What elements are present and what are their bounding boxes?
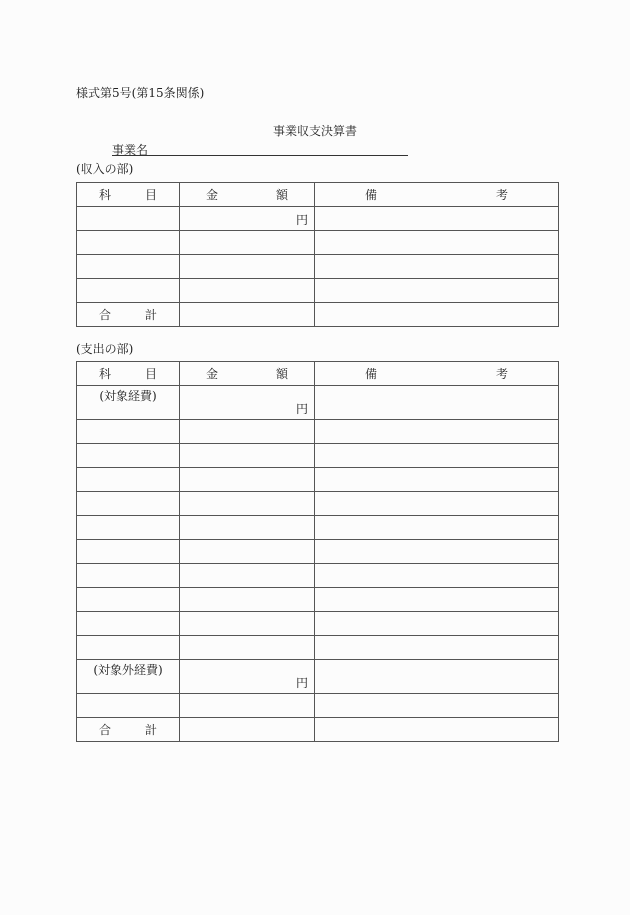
yen-unit: 円 [295, 402, 308, 416]
income-table [76, 182, 559, 327]
income-item-cell[interactable] [77, 207, 180, 231]
income-row [77, 207, 559, 231]
income-header-row [77, 183, 559, 207]
income-row [77, 255, 559, 279]
income-row [77, 231, 559, 255]
income-total-label: 合 計 [77, 303, 180, 327]
expense-note-cell[interactable] [315, 694, 559, 718]
expense-item-cell[interactable] [77, 444, 180, 468]
expense-amount-cell[interactable] [180, 612, 315, 636]
expense-note-cell[interactable] [315, 564, 559, 588]
income-note-cell[interactable] [315, 231, 559, 255]
expense-note-cell[interactable] [315, 468, 559, 492]
expense-amount-cell[interactable] [180, 540, 315, 564]
expense-item-cell[interactable] [77, 694, 180, 718]
income-amount-cell[interactable] [180, 207, 315, 231]
expense-total-row [77, 718, 559, 742]
expense-total-label: 合 計 [77, 718, 180, 742]
expense-row [77, 636, 559, 660]
expense-section-label: (支出の部) [76, 342, 134, 356]
expense-header-row [77, 362, 559, 386]
project-name-field[interactable] [112, 141, 408, 156]
expense-amount-cell[interactable] [180, 660, 315, 694]
income-section-label: (収入の部) [76, 162, 134, 176]
header-item: 科 目 [77, 362, 180, 386]
expense-note-cell[interactable] [315, 444, 559, 468]
income-note-cell[interactable] [315, 279, 559, 303]
yen-unit: 円 [295, 676, 308, 690]
expense-table [76, 361, 559, 742]
expense-row [77, 540, 559, 564]
income-note-cell[interactable] [315, 207, 559, 231]
expense-note-cell[interactable] [315, 386, 559, 420]
expense-amount-cell[interactable] [180, 468, 315, 492]
expense-item-cell[interactable] [77, 636, 180, 660]
income-total-row [77, 303, 559, 327]
income-row [77, 279, 559, 303]
expense-row [77, 516, 559, 540]
expense-row [77, 694, 559, 718]
expense-amount-cell[interactable] [180, 588, 315, 612]
eligible-expense-label: (対象経費) [99, 389, 157, 403]
header-amount: 金 額 [180, 183, 315, 207]
expense-amount-cell[interactable] [180, 694, 315, 718]
income-amount-cell[interactable] [180, 231, 315, 255]
header-item: 科 目 [77, 183, 180, 207]
header-note: 備 考 [315, 183, 559, 207]
expense-note-cell[interactable] [315, 492, 559, 516]
expense-note-cell[interactable] [315, 660, 559, 694]
expense-total-note[interactable] [315, 718, 559, 742]
income-amount-cell[interactable] [180, 279, 315, 303]
expense-amount-cell[interactable] [180, 386, 315, 420]
ineligible-expense-label-cell[interactable] [77, 660, 180, 694]
ineligible-expense-row [77, 660, 559, 694]
expense-row [77, 564, 559, 588]
eligible-expense-row [77, 386, 559, 420]
expense-amount-cell[interactable] [180, 444, 315, 468]
income-note-cell[interactable] [315, 255, 559, 279]
form-number: 様式第5号(第15条関係) [76, 86, 205, 100]
expense-amount-cell[interactable] [180, 636, 315, 660]
expense-amount-cell[interactable] [180, 492, 315, 516]
expense-item-cell[interactable] [77, 588, 180, 612]
expense-note-cell[interactable] [315, 540, 559, 564]
income-item-cell[interactable] [77, 231, 180, 255]
expense-row [77, 492, 559, 516]
expense-item-cell[interactable] [77, 516, 180, 540]
expense-note-cell[interactable] [315, 420, 559, 444]
income-item-cell[interactable] [77, 255, 180, 279]
expense-row [77, 468, 559, 492]
income-item-cell[interactable] [77, 279, 180, 303]
expense-item-cell[interactable] [77, 564, 180, 588]
income-total-amount[interactable] [180, 303, 315, 327]
ineligible-expense-label: (対象外経費) [93, 663, 163, 677]
expense-row [77, 444, 559, 468]
expense-row [77, 420, 559, 444]
expense-item-cell[interactable] [77, 492, 180, 516]
expense-amount-cell[interactable] [180, 516, 315, 540]
header-amount: 金 額 [180, 362, 315, 386]
expense-item-cell[interactable] [77, 468, 180, 492]
expense-amount-cell[interactable] [180, 564, 315, 588]
expense-note-cell[interactable] [315, 636, 559, 660]
expense-amount-cell[interactable] [180, 420, 315, 444]
project-name-label: 事業名 [112, 143, 149, 157]
expense-row [77, 588, 559, 612]
header-note: 備 考 [315, 362, 559, 386]
income-amount-cell[interactable] [180, 255, 315, 279]
expense-note-cell[interactable] [315, 612, 559, 636]
income-total-note[interactable] [315, 303, 559, 327]
yen-unit: 円 [295, 213, 308, 227]
expense-note-cell[interactable] [315, 588, 559, 612]
expense-item-cell[interactable] [77, 540, 180, 564]
expense-total-amount[interactable] [180, 718, 315, 742]
document-title: 事業収支決算書 [273, 124, 358, 138]
expense-note-cell[interactable] [315, 516, 559, 540]
expense-row [77, 612, 559, 636]
expense-item-cell[interactable] [77, 612, 180, 636]
eligible-expense-label-cell[interactable] [77, 386, 180, 420]
expense-item-cell[interactable] [77, 420, 180, 444]
